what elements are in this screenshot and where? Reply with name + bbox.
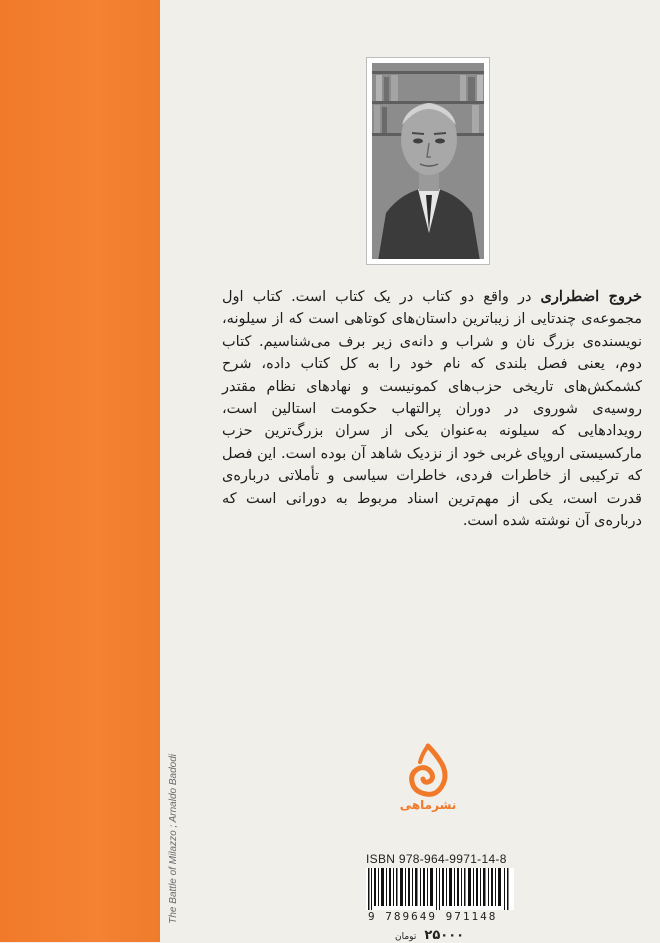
- author-portrait-icon: [372, 63, 484, 259]
- isbn-barcode: [366, 868, 514, 910]
- price-amount: ۲۵۰۰۰: [424, 928, 465, 943]
- isbn-text: ISBN 978-964-9971-14-8: [366, 852, 507, 866]
- author-photo-frame: [366, 57, 490, 265]
- publisher-logo: [400, 742, 456, 822]
- publisher-name: نشرماهی: [399, 798, 457, 812]
- book-title: خروج اضطراری: [540, 288, 643, 305]
- barcode-digits: 9 789649 971148: [368, 910, 498, 923]
- price: [395, 924, 464, 943]
- orange-spine: [0, 0, 160, 942]
- author-photo: [372, 63, 484, 259]
- spine-title-author: The Battle of Milazzo ; Arnaldo Badodi: [168, 754, 179, 924]
- blurb-text: در واقع دو کتاب در یک کتاب است. کتاب اول مجموعه‌ی چندتایی از زیباترین داستان‌های کوتاهی است که از سیلونه، نویسنده‌ی بزرگ نان و شراب و دانه‌ی زیر برف می‌شناسیم. کتاب دوم، یعنی فصل بلندی که نام خود را به کل کتاب داده، شرح کشمکش‌های تاریخی حزب‌های کمونیست و نهادهای نظام مقتدر روسیه‌ی شوروی در دوران پرالتهاب حکومت استالین است، رویدادهایی که سیلونه به‌عنوان یکی از سران بزرگ‌ترین حزب مارکسیستی اروپای غربی خود از نزدیک شاهد آن بوده است. این فصل که ترکیبی از خاطرات فردی، خاطرات سیاسی و تأملاتی درباره‌ی قدرت است، یکی از مهم‌ترین اسناد مربوط به دورانی است که درباره‌ی آن نوشته شده است.: [222, 289, 642, 530]
- price-unit: تومان: [395, 932, 417, 942]
- back-cover-blurb: [222, 286, 642, 532]
- fish-logo-icon: [406, 742, 450, 798]
